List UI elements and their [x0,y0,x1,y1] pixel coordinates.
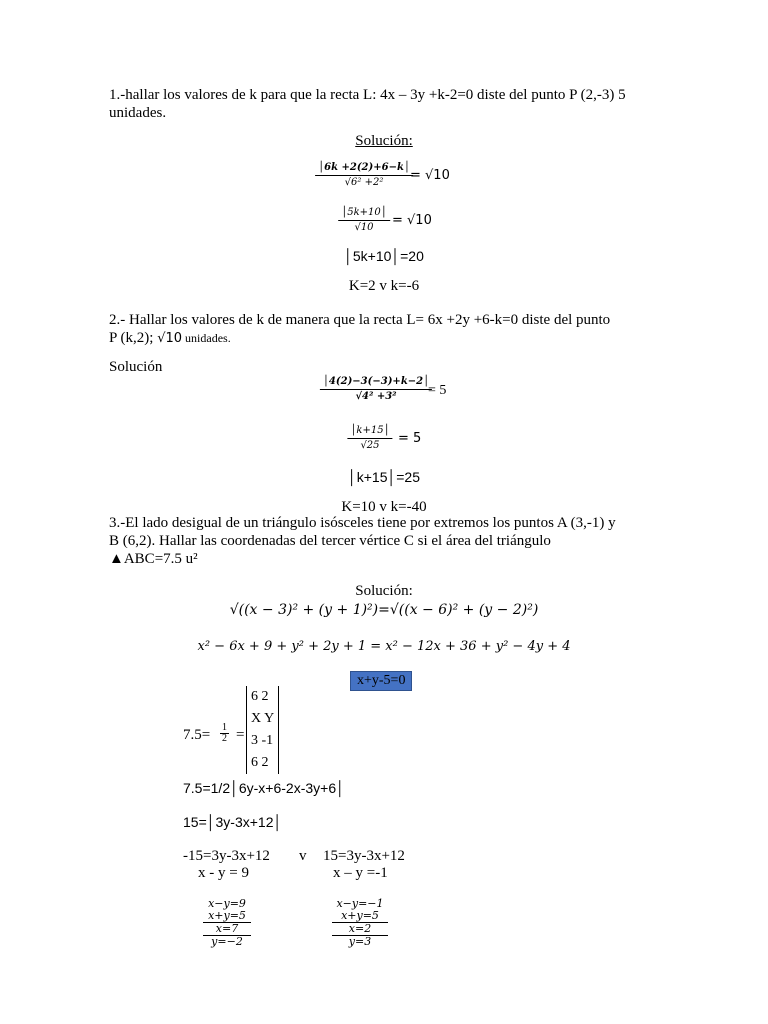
problem-1-rhs-2: = √10 [392,213,432,228]
fraction-denominator: 2 [222,733,227,744]
fraction-denominator: √10 [354,222,374,233]
fraction-denominator: √25 [360,440,380,451]
determinant-row: 6 2 [251,755,269,770]
problem-1-line-1: 1.-hallar los valores de k para que la recta L: 4x – 3y +k-2=0 diste del punto P (2,-3) 5 [109,87,626,103]
area-equation: 7.5=1/2│6y-x+6-2x-3y+6│ [183,780,345,796]
problem-2-rhs-1: = 5 [428,383,447,398]
fraction-numerator: 1 [222,722,227,733]
problem-3-solution-heading: Solución: [355,583,413,599]
case-or: v [299,848,307,864]
fraction-numerator: │5k+10│ [338,207,390,221]
simplified-equation: 15=│3y-3x+12│ [183,814,283,830]
case-left-simplified: x - y = 9 [198,865,249,881]
system-line: y=−2 [211,935,243,948]
problem-1-result: K=2 v k=-6 [348,278,420,294]
problem-1-solution-heading: Solución: [355,133,413,149]
problem-2-units: unidades. [182,331,231,345]
system-line: x−y=−1 [336,897,384,910]
problem-2-rhs-2: = 5 [398,431,422,446]
problem-2-line-2-text: P (k,2); [109,330,158,346]
problem-3-line-3: ▲ABC=7.5 u² [109,551,198,567]
system-line: x+y=5 [332,910,388,923]
system-line: x=7 [203,923,251,936]
problem-3-line-1: 3.-El lado desigual de un triángulo isósceles tiene por extremos los puntos A (3,-1) y [109,515,616,531]
system-line: x−y=9 [208,897,246,910]
case-left-equation: -15=3y-3x+12 [183,848,270,864]
system-line: x=2 [332,923,388,936]
determinant-matrix [246,686,279,774]
problem-2-abs-equation: │k+15│=25 [348,469,420,485]
left-system-solution [203,898,251,948]
area-label: 7.5= [183,727,211,743]
fraction-numerator: │4(2)−3(−3)+k−2│ [320,376,432,390]
case-right-simplified: x – y =-1 [333,865,388,881]
system-line: y=3 [348,935,372,948]
equals-sign: = [236,727,245,743]
determinant-row: X Y [251,711,275,726]
problem-2-solution-heading: Solución [109,359,163,375]
right-system-solution [332,898,388,948]
case-right-equation: 15=3y-3x+12 [323,848,405,864]
problem-2-sqrt: √10 [157,331,183,346]
fraction-denominator: √6² +2² [344,177,384,188]
problem-1-line-2: unidades. [109,105,167,121]
problem-1-abs-equation: │5k+10│=20 [344,248,424,264]
problem-1-rhs-1: = √10 [410,168,450,183]
system-line: x+y=5 [203,910,251,923]
problem-1-fraction-1 [315,162,413,189]
fraction-numerator: │k+15│ [347,425,392,439]
determinant-row: 6 2 [251,689,269,704]
problem-2-fraction-2 [347,425,392,452]
highlighted-line-equation: x+y-5=0 [350,671,412,691]
problem-2-line-1: 2.- Hallar los valores de k de manera que la recta L= 6x +2y +6-k=0 diste del punto [109,312,611,328]
problem-2-result: K=10 v k=-40 [341,499,427,515]
problem-2-fraction-1 [320,376,432,403]
fraction-numerator: │6k +2(2)+6−k│ [315,162,413,176]
problem-1-fraction-2 [338,207,390,234]
problem-3-expanded-equation: x² − 6x + 9 + y² + 2y + 1 = x² − 12x + 36 + y² − 4y + 4 [197,639,571,654]
problem-3-distance-equation: √((x − 3)² + (y + 1)²)=√((x − 6)² + (y − 2)²) [229,602,539,618]
one-half-fraction [220,723,229,744]
determinant-row: 3 -1 [251,733,274,748]
problem-3-line-2: B (6,2). Hallar las coordenadas del tercer vértice C si el área del triángulo [109,533,551,549]
problem-2-line-2 [109,329,231,348]
fraction-denominator: √4² +3² [355,391,397,402]
